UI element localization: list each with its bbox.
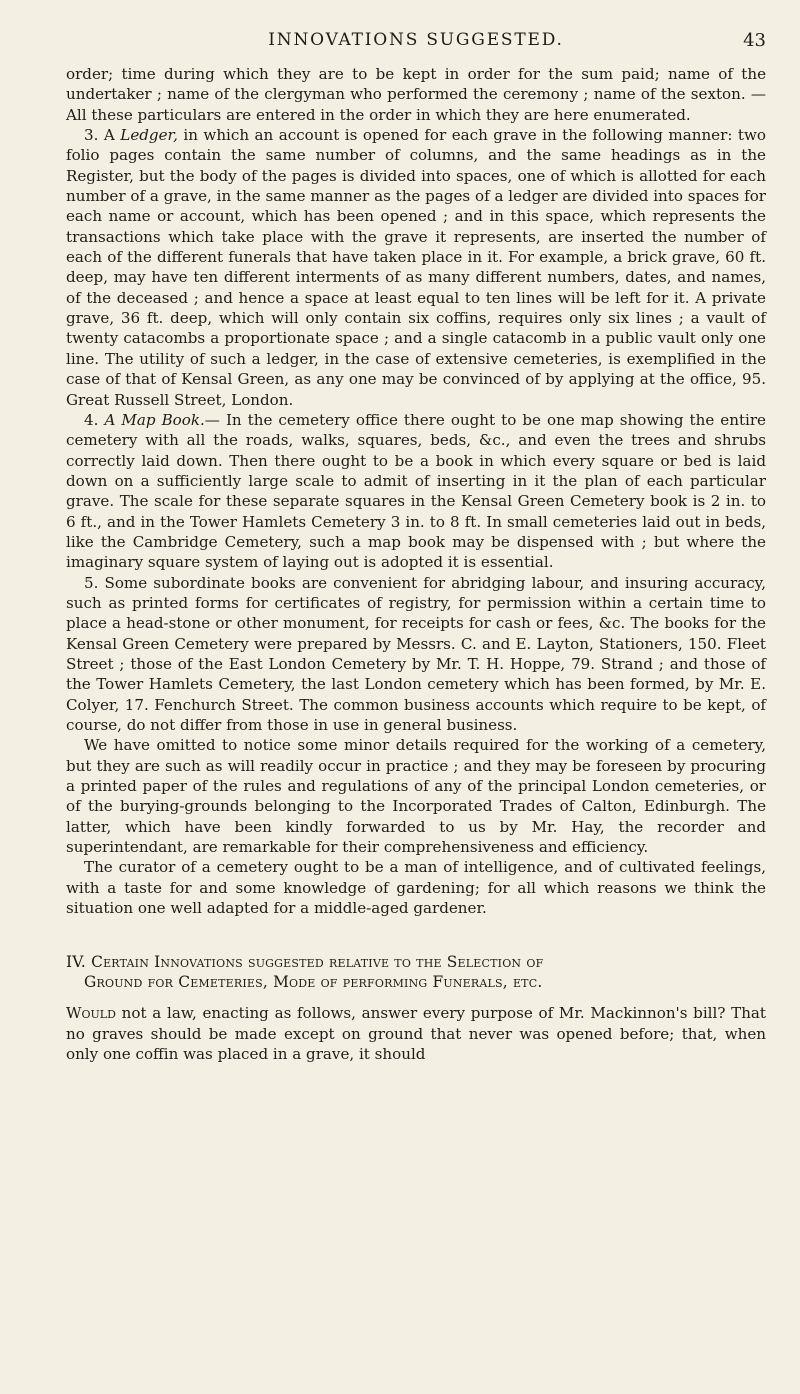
book-page (66, 30, 766, 1064)
item-text-ledger: in which an account is opened for each grave in the following manner: two folio pages contain the same number of columns, and the same headings as in the Register, but the body of the pages is divided into spaces, one of which is allotted for each number of a grave, in the same manner as the pages of a ledger are divided into spaces for each name or account, which has been opened ; and in this space, which represents the transactions which take place with the grave it represents, are inserted the number of each of the different funerals that have taken place in it. For example, a brick grave, 60 ft. deep, may have ten different interments of as many different numbers, dates, and names, of the deceased ; and hence a space at least equal to ten lines will be left for it. A private grave, 36 ft. deep, which will only contain six coffins, requires only six lines ; a vault of twenty catacombs a proportionate space ; and a single catacomb in a public vault only one line. The utility of such a ledger, in the case of extensive cemeteries, is exemplified in the case of that of Kensal Green, as any one may be convinced of by applying at the office, 95. Great Russell Street, London. (66, 126, 766, 409)
paragraph-subordinate-books: 5. Some subordinate books are convenient for abridging labour, and insuring accuracy, such as printed forms for certificates of registry, for permission within a certain time to place a head-stone or other monument, for receipts for cash or fees, &c. The books for the Kensal Green Cemetery were prepared by Messrs. C. and E. Layton, Stationers, 150. Fleet Street ; those of the East London Cemetery by Mr. T. H. Hoppe, 79. Strand ; and those of the Tower Hamlets Cemetery, the last London cemetery which has been formed, by Mr. E. Colyer, 17. Fenchurch Street. The common business accounts which require to be kept, of course, do not differ from those in use in general business. (66, 573, 766, 734)
paragraph-ledger (66, 125, 766, 410)
section-numeral: IV. (66, 953, 86, 972)
item-term-map-book: A Map Book. (104, 410, 205, 429)
item-number: 3. A (84, 126, 115, 145)
paragraph-map-book (66, 410, 766, 573)
item-term-ledger: Ledger, (120, 126, 178, 145)
running-head (66, 30, 766, 64)
item-number: 4. (84, 410, 99, 429)
paragraph-curator: The curator of a cemetery ought to be a man of intelligence, and of cultivated feelings, with a taste for and some knowledge of gardening; for all which reasons we think the situation one well adapted for a middle-aged gardener. (66, 858, 766, 918)
section-gap (66, 918, 766, 952)
body-text (66, 64, 766, 1064)
paragraph-section-opening (66, 1003, 766, 1064)
section-heading-line-2: Ground for Cemeteries, Mode of performing Funerals, etc. (84, 973, 543, 992)
section-opening-text: not a law, enacting as follows, answer every purpose of Mr. Mackinnon's bill? That no graves should be made except on ground that never was opened before; that, when only one coffin was placed in a grave, it should (66, 1004, 766, 1064)
paragraph-continuation: order; time during which they are to be kept in order for the sum paid; name of the undertaker ; name of the clergyman who performed the ceremony ; name of the sexton. — All these particulars are entered in the order in which they are here enumerated. (66, 65, 766, 124)
paragraph-minor-details: We have omitted to notice some minor details required for the working of a cemetery, but they are such as will readily occur in practice ; and they may be foreseen by procuring a printed paper of the rules and regulations of any of the principal London cemeteries, or of the burying-grounds belonging to the Incorporated Trades of Calton, Edinburgh. The latter, which have been kindly forwarded to us by Mr. Hay, the recorder and superintendant, are remarkable for their comprehensiveness and efficiency. (66, 736, 766, 857)
running-title: INNOVATIONS SUGGESTED. (268, 30, 564, 50)
section-heading (66, 952, 766, 992)
section-heading-line-1: Certain Innovations suggested relative to the Selection of (91, 953, 544, 972)
page-number: 43 (743, 30, 766, 51)
item-text-map-book: — In the cemetery office there ought to be one map showing the entire cemetery with all the roads, walks, squares, beds, &c., and even the trees and shrubs correctly laid down. Then there ought to be a book in which every square or bed is laid down on a sufficiently large scale to admit of inserting in it the plan of each particular grave. The scale for these separate squares in the Kensal Green Cemetery book is 2 in. to 6 ft., and in the Tower Hamlets Cemetery 3 in. to 8 ft. In small cemeteries laid out in beds, like the Cambridge Cemetery, such a map book may be dispensed with ; but where the imaginary square system of laying out is adopted it is essential. (66, 410, 766, 572)
section-first-word: Would (66, 1004, 116, 1023)
